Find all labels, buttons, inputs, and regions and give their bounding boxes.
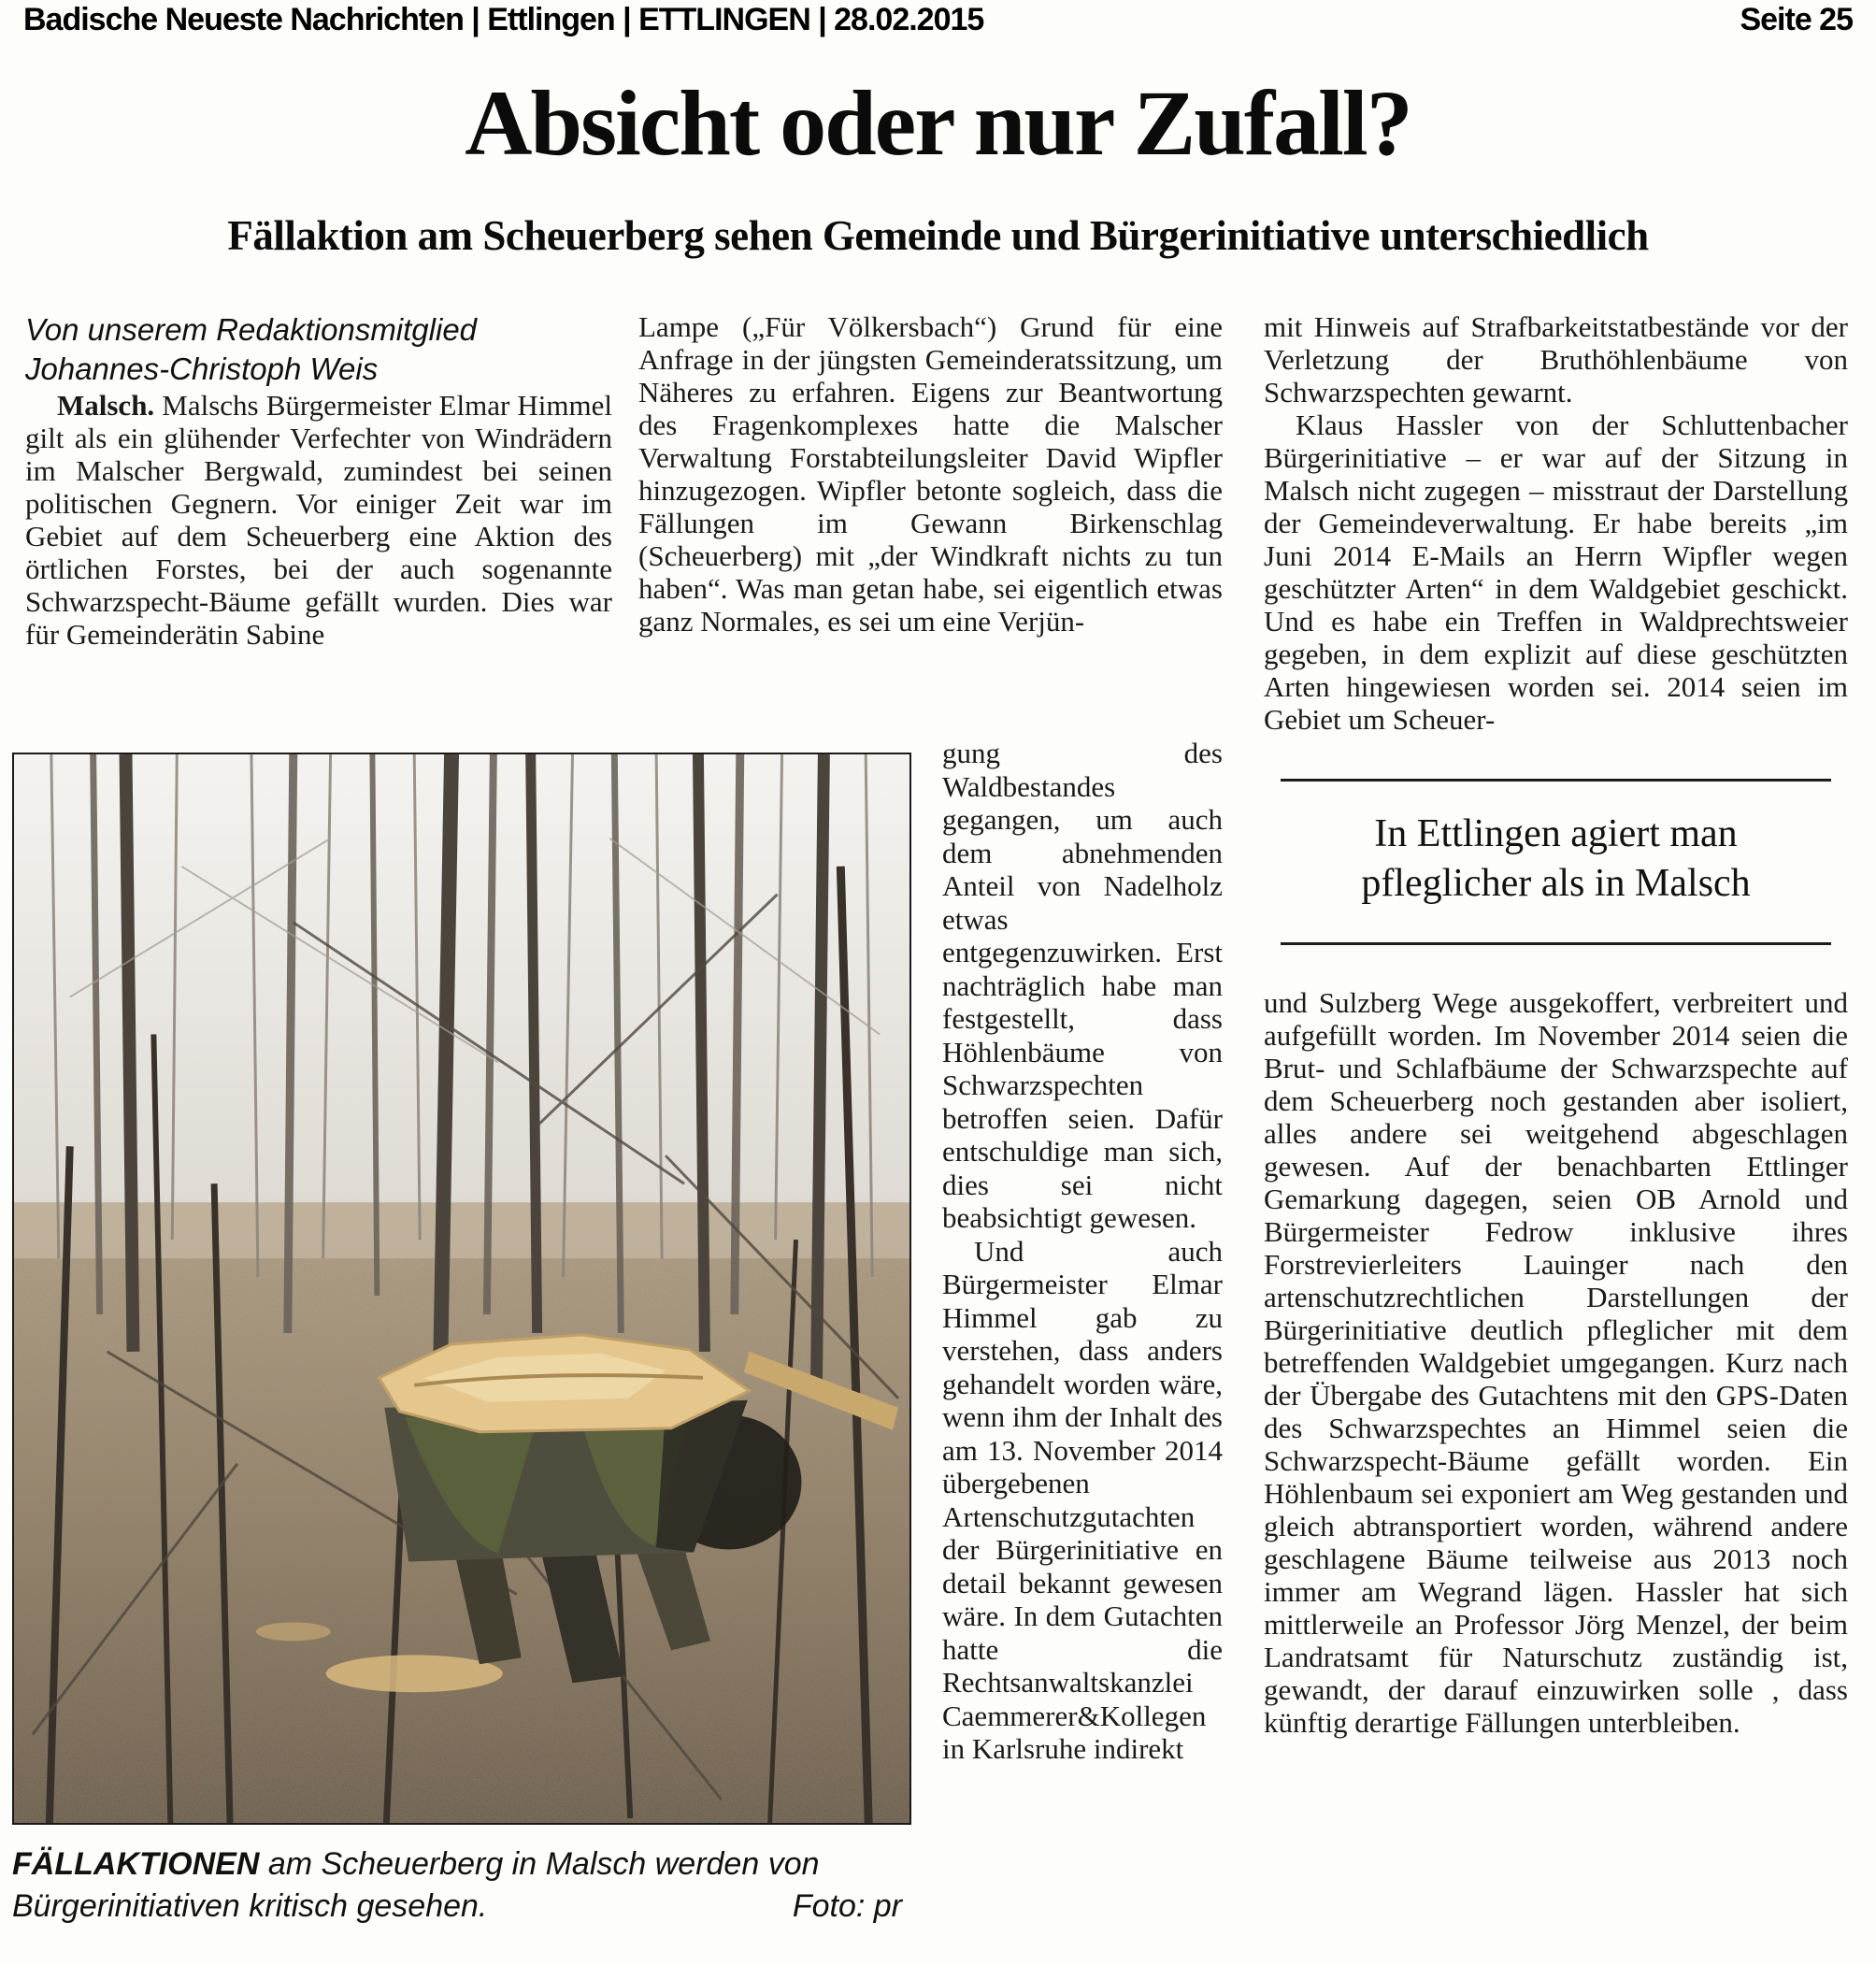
caption-lead: FÄLLAKTIONEN (12, 1846, 260, 1882)
body-paragraph-col2-narrow-2: Und auch Bürgermeister Elmar Himmel gab zu verstehen, dass anders gehandelt worden wäre, wenn ihm der Inhalt des am 13. November 2014 übergebenen Artenschutzgutachten der Bürgerinitiative en detail bekannt gewesen wäre. In dem Gutachten hatte die Rechtsanwaltskanzlei Caemmerer&Kollegen in Karlsruhe indirekt (942, 1234, 1223, 1765)
pullquote-line-1: In Ettlingen agiert man (1374, 812, 1738, 855)
header-publication: Badische Neueste Nachrichten | Ettlingen | ETTLINGEN | 28.02.2015 (23, 2, 984, 37)
article-headline: Absicht oder nur Zufall? (465, 71, 1411, 175)
header-page-number: Seite 25 (1740, 2, 1853, 37)
body-paragraph-col2-narrow-1: gung des Waldbestandes gegangen, um auch dem abnehmenden Anteil von Nadelholz etwas entgegenzuwirken. Erst nachträglich habe man festgestellt, dass Höhlenbäume von Schwarzspechten betroffen seien. Dafür entschuldige man sich, dies sei nicht beabsichtigt gewesen. (942, 737, 1223, 1234)
column-1 (25, 310, 612, 651)
photo-credit: Foto: pr (792, 1888, 902, 1924)
byline-line-1: Von unserem Redaktionsmitglied (25, 312, 478, 347)
column-2-narrow (942, 737, 1223, 1766)
page-header (23, 2, 1853, 38)
body-paragraph-col1 (25, 389, 612, 651)
body-paragraph-col3-2: Klaus Hassler von der Schluttenbacher Bürgerinitiative – er war auf der Sitzung in Malsch nicht zugegen – misstraut der Darstellung der Gemeindeverwaltung. Er habe bereits „im Juni 2014 E-Mails an Herrn Wipfler wegen geschützter Arten“ in dem Waldgebiet geschickt. Und es habe ein Treffen in Waldprechtsweier gegeben, in dem explizit auf diese geschützten Arten hingewiesen worden sei. 2014 seien im Gebiet um Scheuer- (1264, 409, 1848, 736)
forest-photo-illustration (14, 754, 909, 1823)
article-subheadline: Fällaktion am Scheuerberg sehen Gemeinde und Bürgerinitiative unterschiedlich (227, 212, 1649, 259)
byline (25, 310, 612, 389)
caption-text: am Scheuerberg in Malsch werden von Bürgerinitiativen kritisch gesehen. (12, 1846, 820, 1924)
article-photo (12, 753, 911, 1825)
pullquote-line-2: pfleglicher als in Malsch (1361, 862, 1751, 905)
column-3 (1264, 310, 1848, 1739)
paragraph-text: Malschs Bürgermeister Elmar Himmel gilt als ein glühender Verfechter von Windrädern im Malscher Bergwald, zumindest bei seinen politischen Gegnern. Vor einiger Zeit war im Gebiet auf dem Scheuerberg eine Aktion des örtlichen Forstes, bei der auch sogenannte Schwarzspecht-Bäume gefällt wurden. Dies war für Gemeinderätin Sabine (25, 389, 612, 651)
pullquote-box (1281, 779, 1831, 945)
body-paragraph-col2-top: Lampe („Für Völkersbach“) Grund für eine Anfrage in der jüngsten Gemeinderatssitzung, um Näheres zu erfahren. Eigens zur Beantwortung des Fragenkomplexes hatte die Malscher Verwaltung Forstabteilungsleiter David Wipfler hinzugezogen. Wipfler betonte sogleich, dass die Fällungen im Gewann Birkenschlag (Scheuerberg) mit „der Windkraft nichts zu tun haben“. Was man getan habe, sei eigentlich etwas ganz Normales, es sei um eine Verjün- (638, 310, 1223, 638)
column-2 (638, 310, 1223, 638)
byline-line-2: Johannes-Christoph Weis (25, 351, 379, 386)
body-paragraph-col3-bottom: und Sulzberg Wege ausgekoffert, verbreitert und aufgefüllt worden. Im November 2014 seien die Brut- und Schlafbäume der Schwarzspechte auf dem Scheuerberg noch gestanden aber isoliert, alles andere sei weitgehend abgeschlagen gewesen. Auf der benachbarten Ettlinger Gemarkung dagegen, seien OB Arnold und Bürgermeister Fedrow inklusive ihres Forstrevierleiters Lauinger nach den artenschutzrechtlichen Darstellungen der Bürgerinitiative deutlich pfleglicher mit dem betreffenden Waldgebiet umgegangen. Kurz nach der Übergabe des Gutachtens mit den GPS-Daten des Schwarzspechtes an Himmel seien die Schwarzspecht-Bäume gefällt worden. Ein Höhlenbaum sei exponiert am Weg gestanden und gleich abtransportiert worden, während andere geschlagene Bäume teilweise aus 2013 noch immer am Wegrand lägen. Hassler hat sich mittlerweile an Professor Jörg Menzel, der beim Landratsamt für Naturschutz zuständig ist, gewandt, der darauf einzuwirken solle , dass künftig derartige Fällungen unterbleiben. (1264, 986, 1848, 1739)
photo-caption (12, 1843, 902, 1928)
body-paragraph-col3-1: mit Hinweis auf Strafbarkeitstatbestände vor der Verletzung der Bruthöhlenbäume von Schwarzspechten gewarnt. (1264, 310, 1848, 409)
paragraph-lead: Malsch. (57, 389, 155, 422)
